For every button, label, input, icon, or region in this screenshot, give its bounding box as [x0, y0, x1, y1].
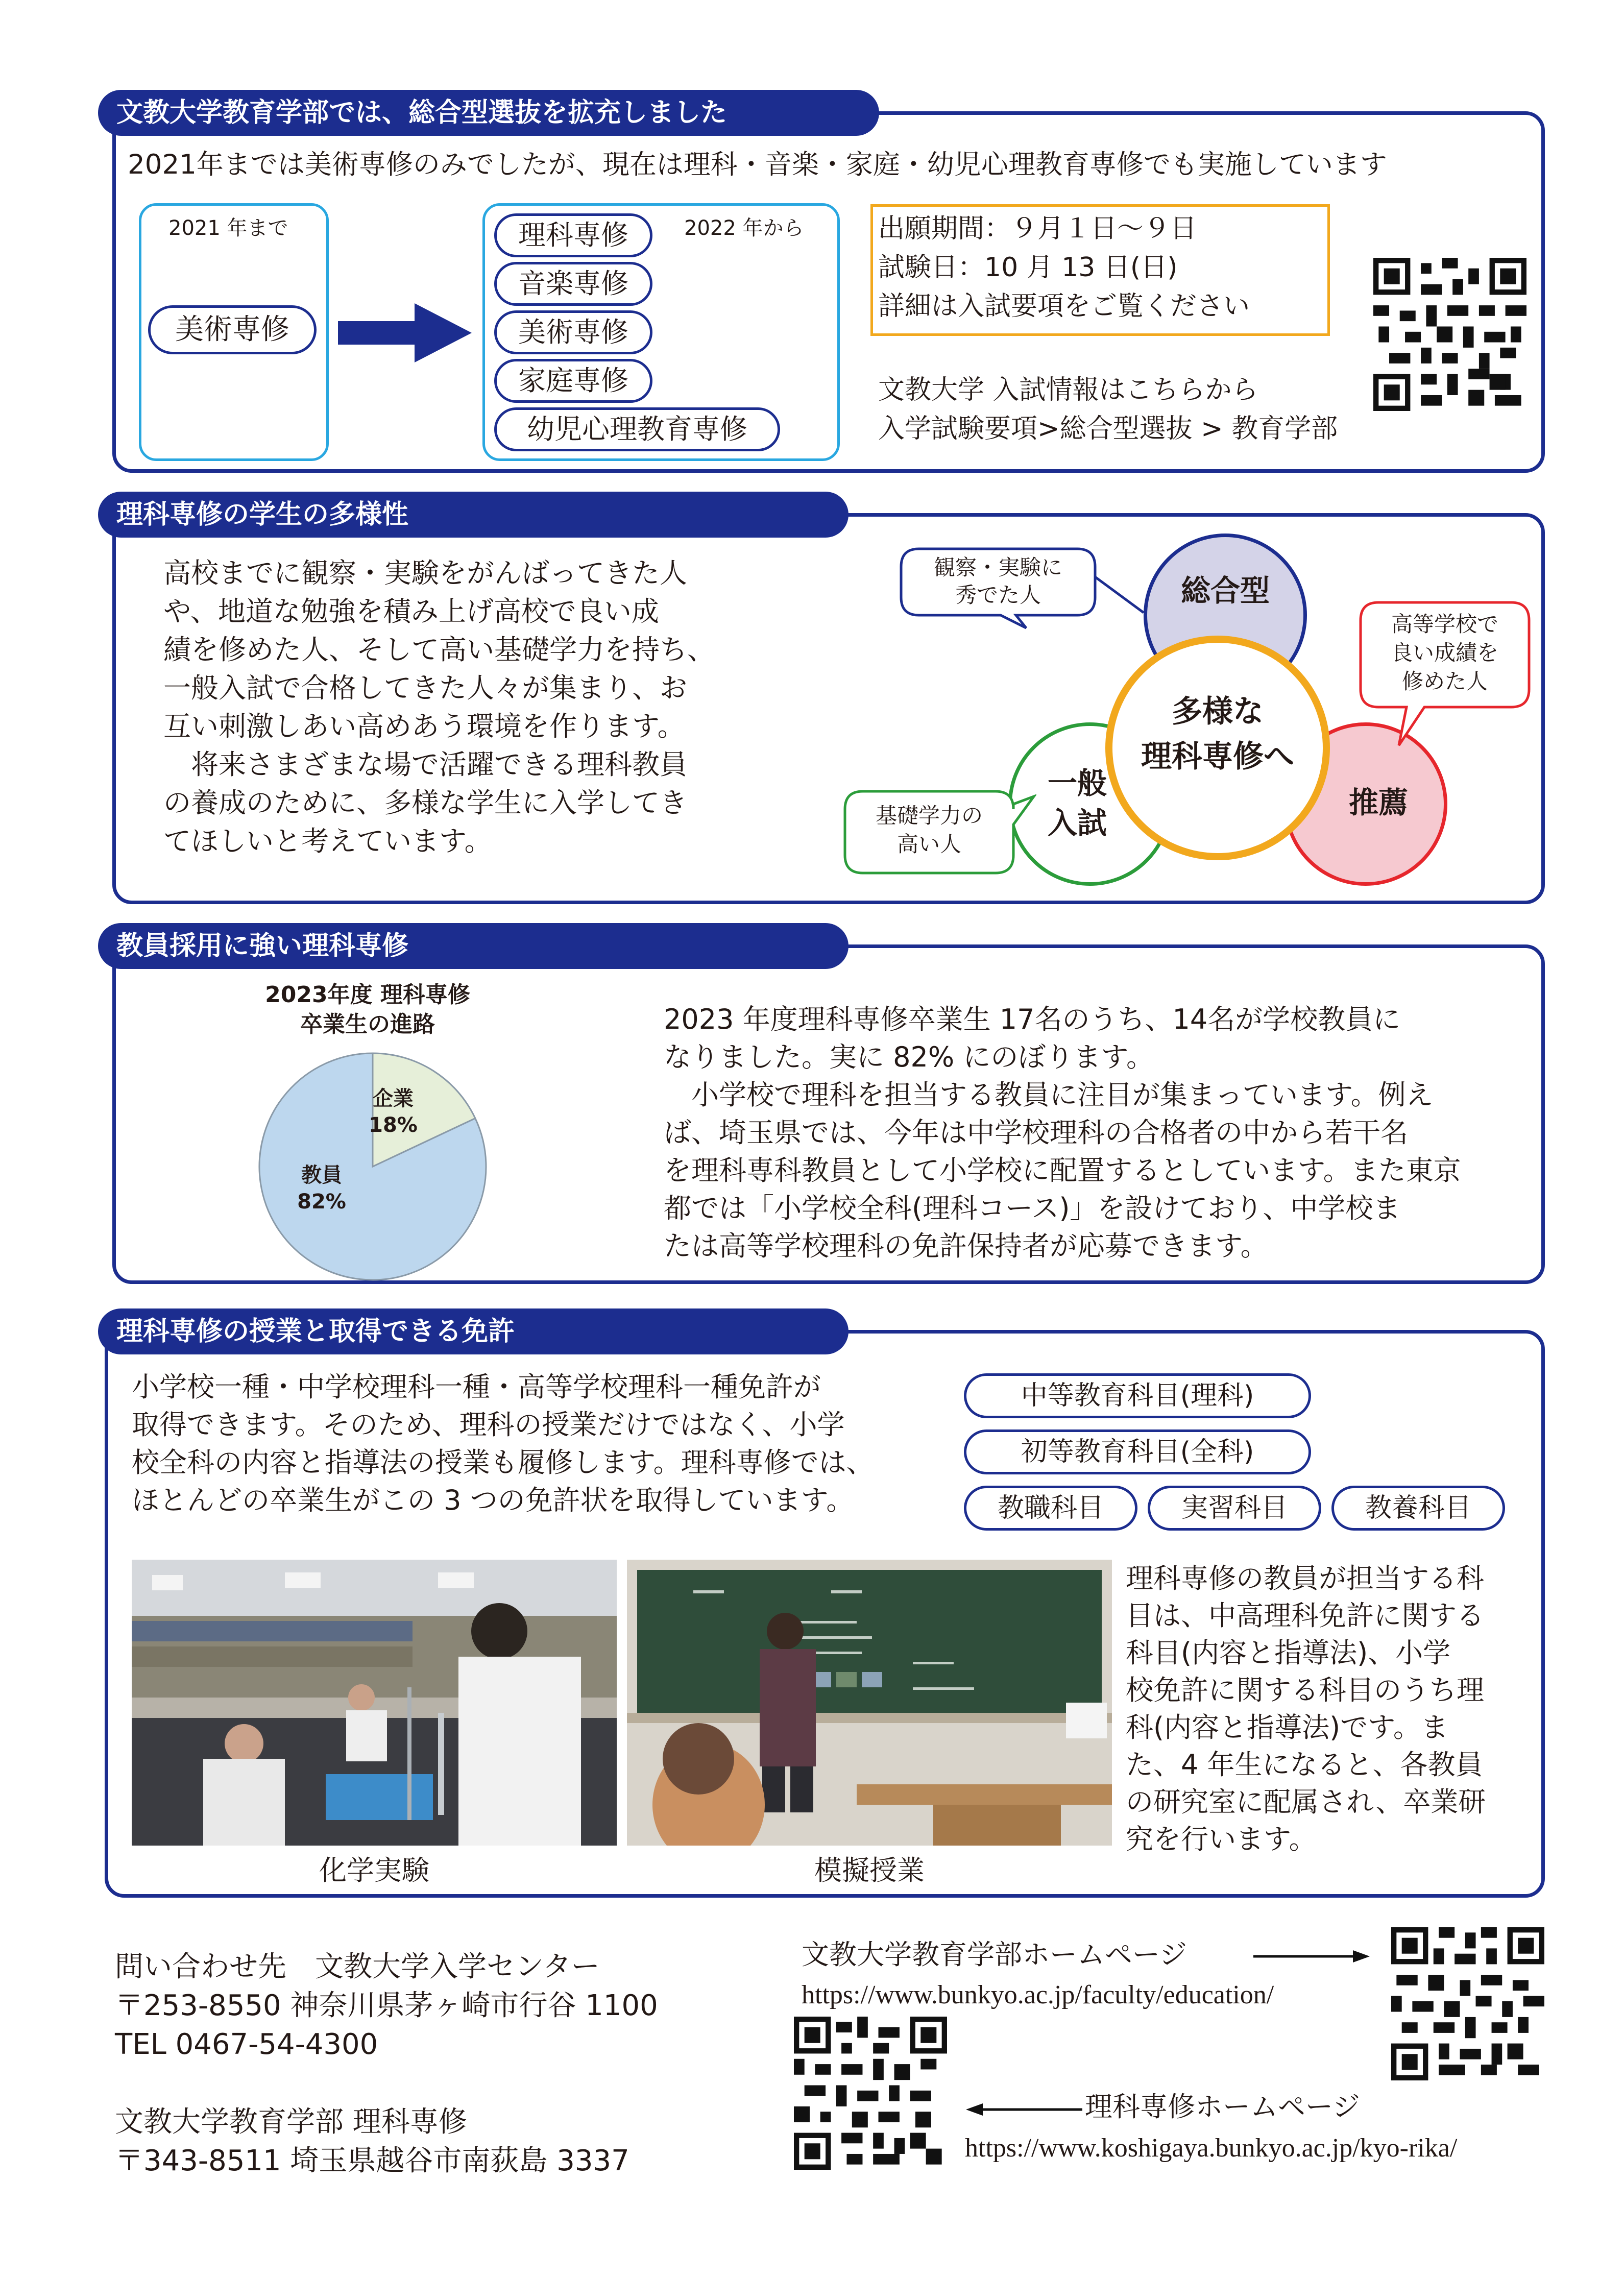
pie-label-kigyo-category: 企業: [373, 1087, 414, 1110]
after-item-pill: 理科専修: [494, 213, 652, 257]
hp1-label: 文教大学教育学部ホームページ: [802, 1938, 1187, 1971]
pie-label-kyoin-value: 82%: [297, 1190, 346, 1214]
after-item-pill: 幼児心理教育専修: [494, 407, 780, 451]
employment-paragraph: 2023 年度理科専修卒業生 17名のうち、14名が学校教員に なりました。実に 82% にのぼります。 小学校で理科を担当する教員に注目が集まっています。例え ば、埼玉県では、今年は中学校理科の合格者の中から若干名 を理科専科教員として小学校に配置するとしています。また東京 都では「小学校全科(理科コース)」を設けており、中学校ま たは高等学校理科の免許保持者が応募できます。: [664, 1003, 1461, 1262]
schedule-line: 詳細は入試要項をご覧ください: [878, 291, 1250, 322]
schedule-line: 出願期間：９月１日〜９日: [878, 213, 1197, 244]
course-pill: 中等教育科目(理科): [964, 1373, 1311, 1418]
pie-label-kyoin-category: 教員: [301, 1164, 342, 1187]
after-item-pill: 美術専修: [494, 310, 652, 354]
arrow-right-icon: [1253, 1946, 1371, 1967]
after-label: 2022 年から: [684, 216, 804, 240]
section-title-diversity: 理科専修の学生の多様性: [98, 492, 849, 538]
hp2-url[interactable]: https://www.koshigaya.bunkyo.ac.jp/kyo-rika/: [965, 2134, 1458, 2163]
chemistry-lab-photo: [132, 1560, 617, 1846]
section-title-admission: 文教大学教育学部では、総合型選抜を拡充しました: [98, 90, 879, 136]
admission-info-link-text: 入学試験要項>総合型選抜 > 教育学部: [878, 414, 1338, 444]
schedule-line: 試験日：10 月 13 日(日): [878, 252, 1178, 283]
hp2-label: 理科専修ホームページ: [1085, 2091, 1360, 2123]
hp1-url[interactable]: https://www.bunkyo.ac.jp/faculty/education/: [802, 1980, 1274, 2009]
after-item-pill: 音楽専修: [494, 262, 652, 306]
pie-label-kigyo-value: 18%: [369, 1113, 418, 1137]
circle-suisen-label: 推薦: [1348, 785, 1408, 820]
arrow-left-icon: [965, 2099, 1082, 2120]
qr-code-icon[interactable]: [1391, 1927, 1544, 2080]
diversity-paragraph: 高校までに観察・実験をがんばってきた人 や、地道な勉強を積み上げ高校で良い成 績を修めた人、そして高い基礎学力を持ち、 一般入試で合格してきた人々が集まり、お 互い刺激しあい高めあう環境を作ります。 将来さまざまな場で活躍できる理科教員 の養成のために、多様な学生に入学してき てほしいと考えています。: [163, 557, 715, 857]
course-pill: 実習科目: [1148, 1486, 1321, 1531]
classes-paragraph: 小学校一種・中学校理科一種・高等学校理科一種免許が 取得できます。そのため、理科の授業だけではなく、小学 校全科の内容と指導法の授業も履修します。理科専修では、 ほとんどの卒業生がこの 3 つの免許状を取得しています。: [132, 1371, 874, 1516]
bubble-kiso-text: 基礎学力の 高い人: [875, 803, 983, 857]
admission-info-link-text: 文教大学 入試情報はこちらから: [878, 375, 1258, 405]
course-pill: 教職科目: [964, 1486, 1137, 1531]
bubble-koto-text: 高等学校で 良い成績を 修めた人: [1391, 612, 1498, 694]
classes-side-text: 理科専修の教員が担当する科 目は、中高理科免許に関する 科目(内容と指導法)、小学 校免許に関する科目のうち理 科(内容と指導法)です。ま た、4 年生になると、各教員 の研究室に配属され、卒業研 究を行います。: [1126, 1562, 1486, 1855]
center-label: 多様な 理科専修へ: [1141, 694, 1294, 774]
section-title-classes: 理科専修の授業と取得できる免許: [98, 1308, 849, 1354]
photo2-caption: 模擬授業: [814, 1854, 925, 1886]
circle-sogo-label: 総合型: [1180, 573, 1270, 608]
after-item-pill: 家庭専修: [494, 359, 652, 403]
course-pill: 教養科目: [1331, 1486, 1505, 1531]
section-title-employment: 教員採用に強い理科専修: [98, 923, 849, 969]
circle-ippan-label: 一般 入試: [1047, 766, 1107, 840]
right-arrow-icon: [338, 302, 476, 363]
bubble-kansatsu-text: 観察・実験に 秀でた人: [933, 555, 1062, 608]
course-pill: 初等教育科目(全科): [964, 1429, 1311, 1474]
qr-code-icon[interactable]: [1373, 258, 1526, 411]
before-label: 2021 年まで: [168, 216, 288, 240]
before-item-pill: 美術専修: [148, 305, 317, 354]
photo1-caption: 化学実験: [319, 1854, 429, 1886]
mock-lesson-photo: [627, 1560, 1112, 1846]
pie-chart: [255, 1049, 490, 1284]
qr-code-icon[interactable]: [794, 2017, 947, 2170]
admission-intro: 2021年までは美術専修のみでしたが、現在は理科・音楽・家庭・幼児心理教育専修でも実施しています: [128, 149, 1387, 180]
chart-title: 2023年度 理科専修 卒業生の進路: [265, 982, 470, 1037]
contact-info: 問い合わせ先 文教大学入学センター 〒253-8550 神奈川県茅ヶ崎市行谷 1100 TEL 0467-54-4300 文教大学教育学部 理科専修 〒343-8511 埼玉県越谷市南荻島 3337: [115, 1950, 658, 2177]
